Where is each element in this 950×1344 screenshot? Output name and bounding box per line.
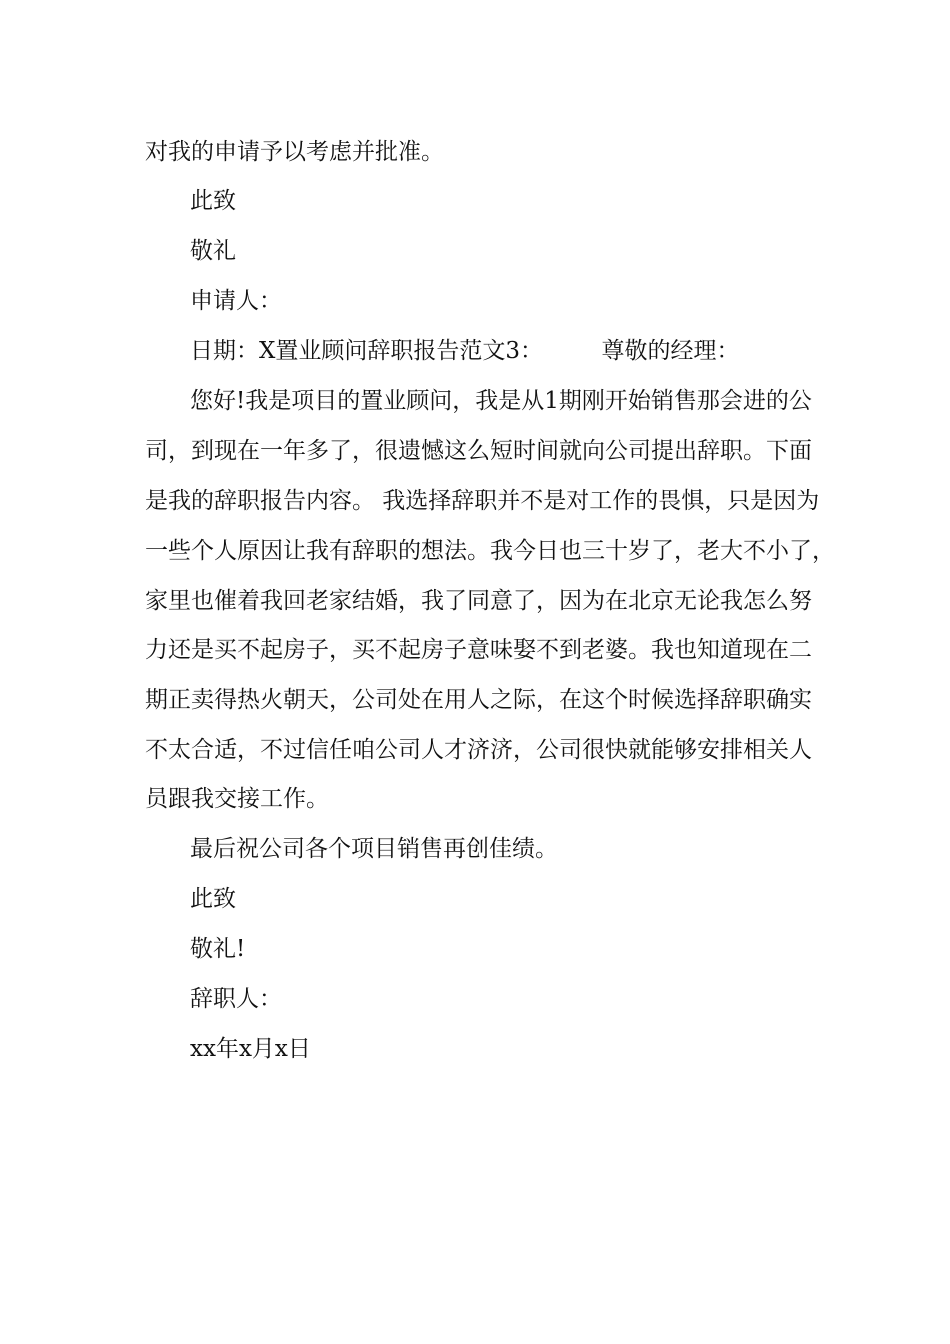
body-text-line: 员跟我交接工作。	[145, 786, 329, 812]
signature-line: 辞职人：	[190, 986, 282, 1012]
salutation-line: 此致	[190, 188, 236, 214]
body-text-line: 您好!我是项目的置业顾问，我是从1期刚开始销售那会进的公	[190, 388, 812, 414]
body-text-line: 不太合适，不过信任咱公司人才济济，公司很快就能够安排相关人	[145, 737, 812, 763]
salutation-line: 此致	[190, 886, 236, 912]
salutation-line: 敬礼	[190, 238, 236, 264]
body-text-line: 是我的辞职报告内容。 我选择辞职并不是对工作的畏惧，只是因为	[145, 488, 820, 514]
body-text-line: 力还是买不起房子，买不起房子意味娶不到老婆。我也知道现在二	[145, 637, 812, 663]
applicant-line: 申请人：	[190, 288, 282, 314]
body-text-line: 一些个人原因让我有辞职的想法。我今日也三十岁了，老大不小了，	[145, 538, 835, 564]
body-text-line: 司，到现在一年多了，很遗憾这么短时间就向公司提出辞职。下面	[145, 438, 812, 464]
salutation-line: 敬礼!	[190, 936, 246, 962]
body-text-line: 期正卖得热火朝天，公司处在用人之际，在这个时候选择辞职确实	[145, 687, 812, 713]
date-title-line: 日期：X置业顾问辞职报告范文3： 尊敬的经理：	[190, 338, 740, 364]
body-text-line: 对我的申请予以考虑并批准。	[145, 139, 444, 165]
closing-wish-line: 最后祝公司各个项目销售再创佳绩。	[190, 836, 558, 862]
body-text-line: 家里也催着我回老家结婚，我了同意了，因为在北京无论我怎么努	[145, 588, 812, 614]
date-line: xx年x月x日	[190, 1036, 311, 1062]
